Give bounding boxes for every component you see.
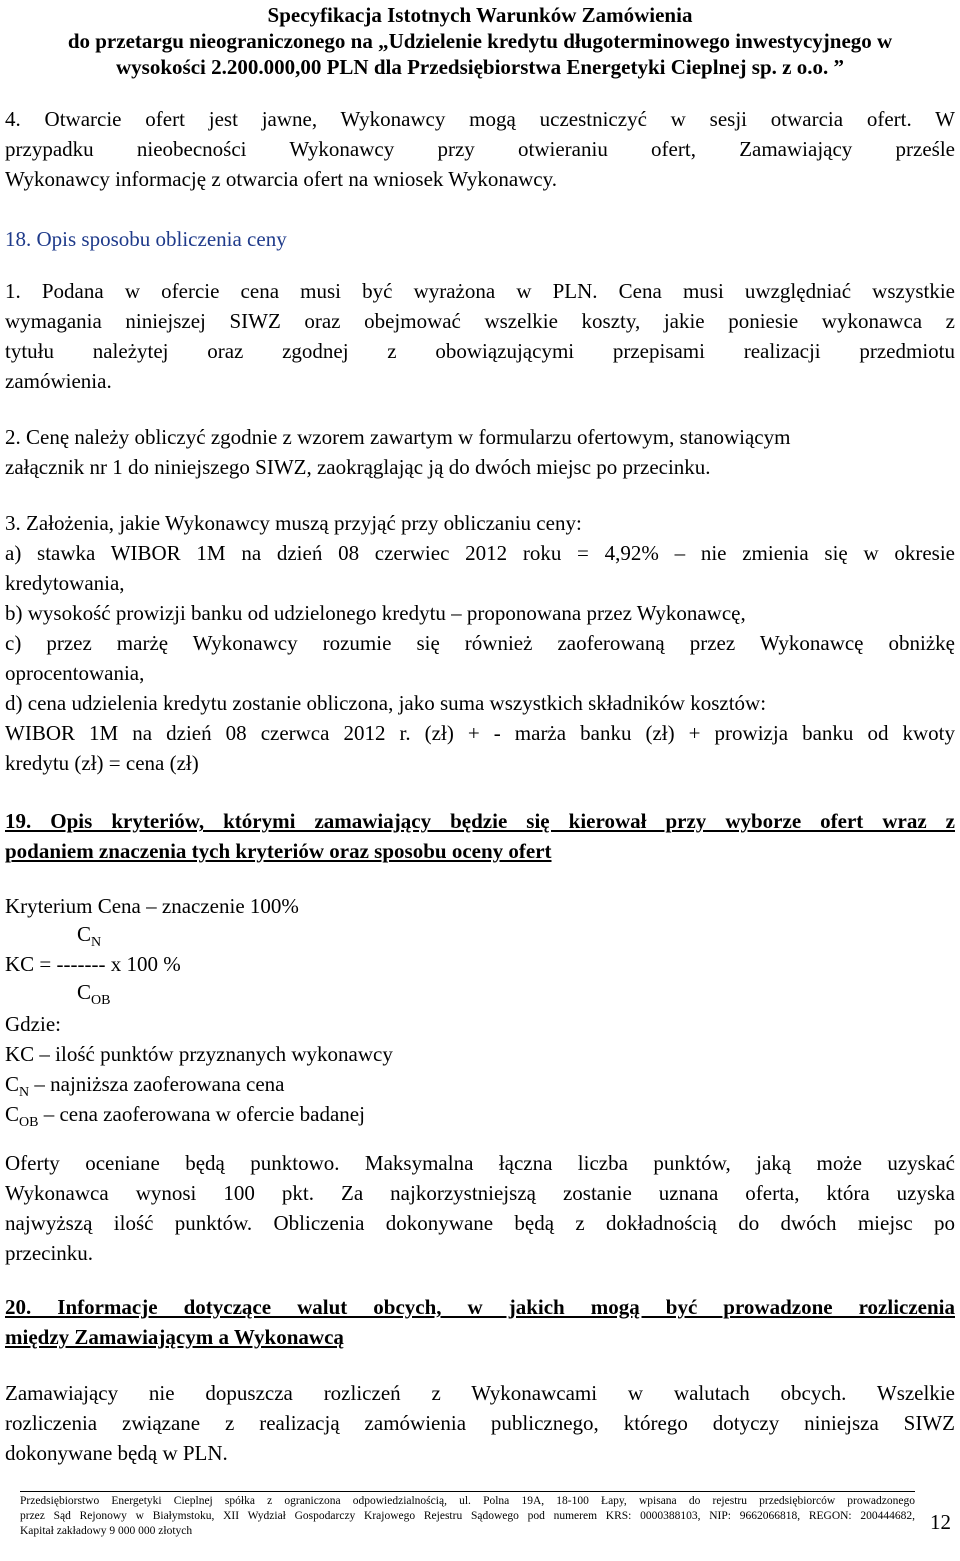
definition-cn-sub: N: [19, 1085, 30, 1100]
point4-line-3: Wykonawcy informację z otwarcia ofert na wniosek Wykonawcy.: [5, 167, 558, 191]
section18-p1-line-4: zamówienia.: [5, 369, 112, 393]
formula-main: KC = ------- x 100 %: [5, 952, 181, 976]
definition-kc: KC – ilość punktów przyznanych wykonawcy: [5, 1042, 393, 1066]
formula-numerator-c: C: [77, 922, 92, 946]
definition-cob: [5, 1100, 365, 1132]
where-label: Gdzie:: [5, 1012, 61, 1036]
section18-p3-line-6: oprocentowania,: [5, 661, 145, 685]
section19-heading-line-1: 19. Opis kryteriów, którymi zamawiający będzie się kierował przy wyborze ofert wraz z: [5, 809, 955, 833]
footer-line-2: przez Sąd Rejonowy w Białymstoku, XII Wydział Gospodarczy Krajowego Rejestru Sądowego pod numerem KRS: 0000388103, NIP: 9662066818, REGON: 200444682,: [20, 1510, 915, 1522]
section18-p1-line-3: tytułu należytej oraz zgodnej z obowiązującymi przepisami realizacji przedmiotu: [5, 339, 955, 363]
criterion-text: Kryterium Cena – znaczenie 100%: [5, 894, 299, 918]
section20-p-line-3: dokonywane będą w PLN.: [5, 1441, 228, 1465]
section19-p-line-2: Wykonawca wynosi 100 pkt. Za najkorzystniejszą zostanie uznana oferta, która uzyska: [5, 1181, 955, 1205]
section18-p1-line-2: wymagania niniejszej SIWZ oraz obejmować wszelkie koszty, jakie poniesie wykonawca z: [5, 309, 955, 333]
definition-cob-sub: OB: [19, 1115, 39, 1130]
header-subtitle-line-2: wysokości 2.200.000,00 PLN dla Przedsiębiorstwa Energetyki Cieplnej sp. z o.o. ”: [116, 55, 844, 79]
section19-p-line-3: najwyższą ilość punktów. Obliczenia dokonywane będą z dokładnością do dwóch miejsc po: [5, 1211, 955, 1235]
definition-cn: [5, 1070, 284, 1102]
section18-p3-line-1: 3. Założenia, jakie Wykonawcy muszą przyjąć przy obliczaniu ceny:: [5, 511, 582, 535]
section20-p-line-1: Zamawiający nie dopuszcza rozliczeń z Wykonawcami w walutach obcych. Wszelkie: [5, 1381, 955, 1405]
section18-p3-line-3: kredytowania,: [5, 571, 125, 595]
section18-p3-line-5: c) przez marżę Wykonawcy rozumie się również zaoferowaną przez Wykonawcę obniżkę: [5, 631, 955, 655]
formula-denominator-sub: OB: [91, 993, 111, 1008]
section18-heading: 18. Opis sposobu obliczenia ceny: [5, 227, 287, 251]
page-footer: [20, 1494, 915, 1539]
section18-p3-line-2: a) stawka WIBOR 1M na dzień 08 czerwiec 2012 roku = 4,92% – nie zmienia się w okresie: [5, 541, 955, 565]
formula-denominator: [77, 978, 110, 1010]
section20-heading-line-2: między Zamawiającym a Wykonawcą: [5, 1325, 344, 1349]
point4-line-1: 4. Otwarcie ofert jest jawne, Wykonawcy mogą uczestniczyć w sesji otwarcia ofert. W: [5, 107, 955, 131]
section19-p-line-1: Oferty oceniane będą punktowo. Maksymalna łączna liczba punktów, jaką może uzyskać: [5, 1151, 955, 1175]
definition-cob-text: – cena zaoferowana w ofercie badanej: [38, 1102, 365, 1126]
formula-numerator-sub: N: [91, 935, 102, 950]
definition-cn-c: C: [5, 1072, 20, 1096]
footer-line-3: Kapitał zakładowy 9 000 000 złotych: [20, 1525, 193, 1537]
formula-numerator: [77, 920, 101, 952]
section18-p3-line-9: kredytu (zł) = cena (zł): [5, 751, 199, 775]
section18-p3-line-8: WIBOR 1M na dzień 08 czerwca 2012 r. (zł) + - marża banku (zł) + prowizja banku od kwoty: [5, 721, 955, 745]
section19-heading-line-2: podaniem znaczenia tych kryteriów oraz sposobu oceny ofert: [5, 839, 552, 863]
definition-cob-c: C: [5, 1102, 20, 1126]
footer-rule: [20, 1491, 915, 1492]
section18-p3-line-7: d) cena udzielenia kredytu zostanie obliczona, jako suma wszystkich składników kosztów:: [5, 691, 767, 715]
footer-line-1: Przedsiębiorstwo Energetyki Cieplnej spółka z ograniczona odpowiedzialnością, ul. Polna 19A, 18-100 Łapy, wpisana do rejestru przedsiębiorców prowadzonego: [20, 1495, 915, 1507]
formula-denominator-c: C: [77, 980, 92, 1004]
section18-p1-line-1: 1. Podana w ofercie cena musi być wyrażona w PLN. Cena musi uwzględniać wszystkie: [5, 279, 955, 303]
section20-p-line-2: rozliczenia związane z realizacją zamówienia publicznego, którego dotyczy niniejsza SIWZ: [5, 1411, 955, 1435]
section18-p2-line-2: załącznik nr 1 do niniejszego SIWZ, zaokrąglając ją do dwóch miejsc po przecinku.: [5, 455, 711, 479]
section18-p2-line-1: 2. Cenę należy obliczyć zgodnie z wzorem zawartym w formularzu ofertowym, stanowiącym: [5, 425, 791, 449]
definition-cn-text: – najniższa zaoferowana cena: [29, 1072, 285, 1096]
section18-p3-line-4: b) wysokość prowizji banku od udzielonego kredytu – proponowana przez Wykonawcę,: [5, 601, 746, 625]
section19-p-line-4: przecinku.: [5, 1241, 94, 1265]
page-number: 12: [930, 1510, 951, 1534]
point4-line-2: przypadku nieobecności Wykonawcy przy otwieraniu ofert, Zamawiający prześle: [5, 137, 955, 161]
header-subtitle-line-1: do przetargu nieograniczonego na „Udzielenie kredytu długoterminowego inwestycyjnego w: [67, 29, 893, 53]
section20-heading-line-1: 20. Informacje dotyczące walut obcych, w jakich mogą być prowadzone rozliczenia: [5, 1295, 955, 1319]
header-title: Specyfikacja Istotnych Warunków Zamówienia: [267, 3, 693, 27]
